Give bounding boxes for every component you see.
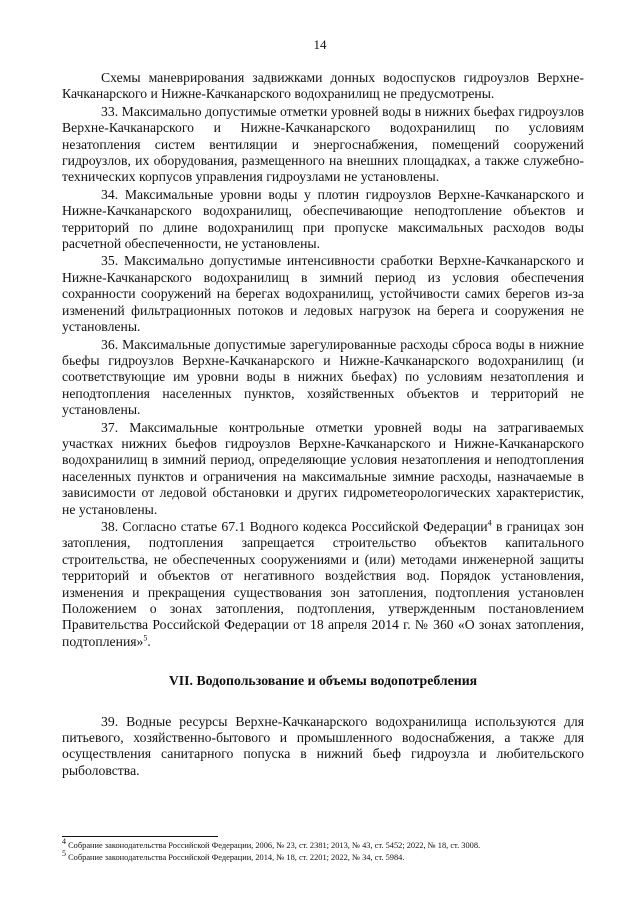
paragraph-38-lead: 38. Согласно статье 67.1 Водного кодекса Российской Федерации <box>101 518 488 534</box>
footnote-4 <box>62 837 602 852</box>
paragraph-37: 37. Максимальные контрольные отметки уровней воды на затрагиваемых участках нижних бьефов гидроузлов Верхне-Качканарского и Нижне-Качканарского водохранилищ в зимний период, определяющие условия незатопления и неподтопления населенных пунктов и ограничения на максимальные зимние расходы, назначаемые в зависимости от ледовой обстановки и других гидрометеорологических характеристик, не установлены. <box>62 419 584 517</box>
footnote-5 <box>62 849 602 864</box>
paragraph-36: 36. Максимальные допустимые зарегулированные расходы сброса воды в нижние бьефы гидроузлов Верхне-Качканарского и Нижне-Качканарского водохранилищ (и соответствующие им уровни воды в нижних бьефах) по условиям незатопления и неподтопления населенных пунктов, хозяйственных объектов и территорий не установлены. <box>62 336 584 418</box>
paragraph-35: 35. Максимально допустимые интенсивности сработки Верхне-Качканарского и Нижне-Качканарского водохранилищ в зимний период из условия обеспечения сохранности сооружений на берегах водохранилищ, устойчивости самих берегов из-за изменений фильтрационных потоков и ледовых нагрузок на берега и сооружения не установлены. <box>62 253 584 335</box>
footnote-divider <box>62 836 218 837</box>
footnotes <box>62 837 602 864</box>
footnote-mark: 5 <box>62 849 66 859</box>
paragraph-38-body: в границах зон затопления, подтопления запрещается строительство объектов капитального строительства, не обеспеченных сооружениями и (или) методами инженерной защиты территорий и объектов от негативного воздействия вод. Порядок установления, изменения и прекращения существования зон затопления, подтопления установлен Положением о зонах затопления, подтопления, утвержденным постановлением Правительства Российской Федерации от 18 апреля 2014 г. № 360 «О зонах затопления, подтопления» <box>62 518 585 649</box>
footnote-ref-5[interactable]: 5 <box>143 633 148 643</box>
paragraph-schemes: Схемы маневрирования задвижками донных водоспусков гидроузлов Верхне-Качканарского и Нижне-Качканарского водохранилищ не предусмотрены. <box>62 70 584 102</box>
paragraph-38-end: . <box>147 633 151 649</box>
paragraph-38 <box>62 519 584 650</box>
footnote-text: Собрание законодательства Российской Федерации, 2014, № 18, ст. 2201; 2022, № 34, ст. 5984. <box>66 853 405 862</box>
footnote-text: Собрание законодательства Российской Федерации, 2006, № 23, ст. 2381; 2013, № 43, ст. 5452; 2022, № 18, ст. 3008. <box>66 841 481 850</box>
paragraph-34: 34. Максимальные уровни воды у плотин гидроузлов Верхне-Качканарского и Нижне-Качканарского водохранилищ, обеспечивающие неподтопление объектов и территорий по длине водохранилищ при пропуске максимальных расходов воды расчетной обеспеченности, не установлены. <box>62 186 584 252</box>
section-title: VII. Водопользование и объемы водопотребления <box>168 673 478 689</box>
document-body <box>62 70 584 779</box>
paragraph-39: 39. Водные ресурсы Верхне-Качканарского водохранилища используются для питьевого, хозяйственно-бытового и промышленного водоснабжения, а также для осуществления санитарного попуска в нижний бьеф гидроузла и любительского рыболовства. <box>62 713 584 778</box>
footnote-ref-4[interactable]: 4 <box>487 518 492 528</box>
footnote-mark: 4 <box>62 837 66 847</box>
page-number: 14 <box>313 37 327 52</box>
paragraph-33: 33. Максимально допустимые отметки уровней воды в нижних бьефах гидроузлов Верхне-Качканарского и Нижне-Качканарского водохранилищ по условиям незатопления систем вентиляции и энергоснабжения, помещений сооружений гидроузлов, их оборудования, размещенного на внешних площадках, а также служебно-технических корпусов управления гидроузлами не установлены. <box>62 103 584 185</box>
